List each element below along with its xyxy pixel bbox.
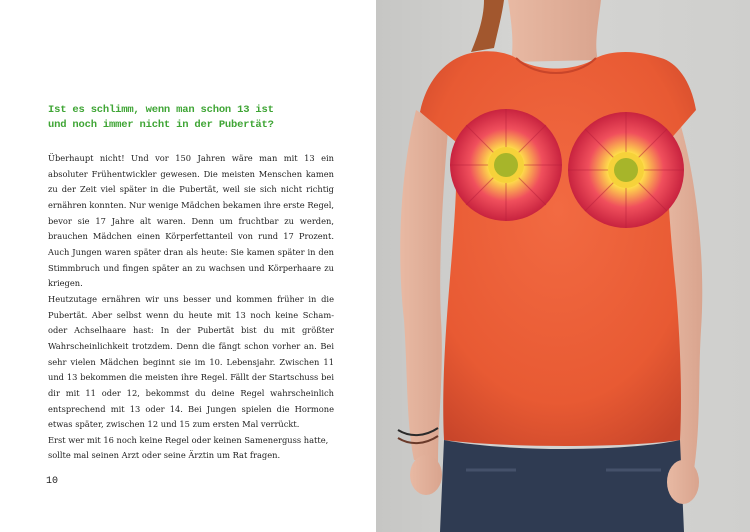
right-hand xyxy=(667,460,699,504)
orange-shirt xyxy=(420,51,696,446)
paragraph-1: Überhaupt nicht! Und vor 150 Jahren wäre man mit 13 ein absoluter Frühentwickler gewesen. Die meisten Menschen kamen zu der Zeit viel später in die Pubertät, weil sie sich nicht richtig ernähren konnten. Nur wenige Mädchen bekamen ihre erste Regel, bevor sie 17 Jahre alt waren. Denn um fruchtbar zu werden, brauchen Mädchen einen Körperfettanteil von rund 17 Prozent. Auch Jungen waren später dran als heute: Sie kamen später in den Stimmbruch und fingen später an zu wachsen und Körperhaare zu kriegen. xyxy=(48,153,334,289)
jeans xyxy=(440,440,684,532)
photo-girl-flowers xyxy=(376,0,750,532)
flower-right xyxy=(568,112,684,228)
answer-text xyxy=(48,151,334,464)
paragraph-2: Heutzutage ernähren wir uns besser und kommen früher in die Pubertät. Aber selbst wenn du heute mit 13 noch keine Scham- oder Achselhaare hast: In der Pubertät bist du mit größter Wahrscheinlichkeit trotzdem. Denn die fängt schon vorher an. Bei sehr vielen Mädchen beginnt sie im 10. Lebensjahr. Zwischen 11 und 13 bekommen die meisten ihre Regel. Fällt der Startschuss bei dir mit 11 oder 12, bekommst du deine Regel wahrscheinlich entsprechend mit 13 oder 14. Bei Jungen spielen die Hormone etwas später, zwischen 12 und 15 zum ersten Mal verrückt. xyxy=(48,293,334,430)
photo-illustration xyxy=(376,0,750,532)
neck xyxy=(508,0,601,62)
page-number: 10 xyxy=(46,476,59,487)
heading-line-2: und noch immer nicht in der Pubertät? xyxy=(48,119,274,131)
left-hand xyxy=(410,455,442,495)
heading-line-1: Ist es schlimm, wenn man schon 13 ist xyxy=(48,104,274,116)
left-arm xyxy=(400,110,448,462)
hair xyxy=(471,0,504,52)
flower-left xyxy=(450,109,562,221)
paragraph-3: Erst wer mit 16 noch keine Regel oder keinen Samenerguss hatte, sollte mal seinen Arzt oder seine Ärztin um Rat fragen. xyxy=(48,434,329,461)
question-heading xyxy=(48,103,348,133)
